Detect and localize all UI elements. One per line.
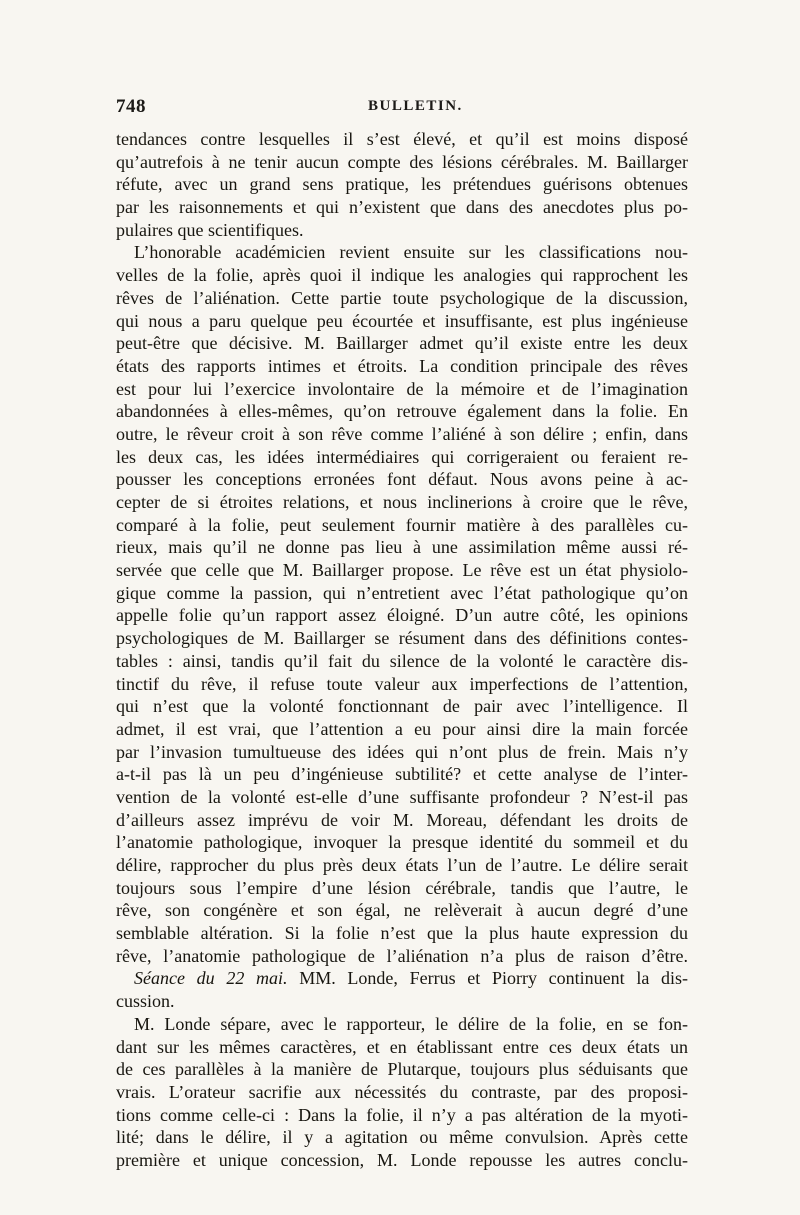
text-line: psychologiques de M. Baillarger se résument dans des définitions contes- xyxy=(116,628,688,649)
text-line: admet, il est vrai, que l’attention a eu pour ainsi dire la main forcée xyxy=(116,718,688,739)
text-line: tables : ainsi, tandis qu’il fait du silence de la volonté le caractère dis- xyxy=(116,650,688,671)
text-line: L’honorable académicien revient ensuite sur les classifications nou- xyxy=(134,242,688,263)
text-line: tendances contre lesquelles il s’est élevé, et qu’il est moins disposé xyxy=(116,129,688,149)
text-line-rest: MM. Londe, Ferrus et Piorry continuent la dis- xyxy=(287,968,688,989)
text-line: toujours sous l’empire d’une lésion cérébrale, tandis que l’autre, le xyxy=(116,877,688,898)
text-line: rêve, l’anatomie pathologique de l’aliénation n’a plus de raison d’être. xyxy=(116,945,688,966)
text-line: dant sur les mêmes caractères, et en établissant entre ces deux états un xyxy=(116,1036,688,1057)
text-line: a-t-il pas là un peu d’ingénieuse subtilité? et cette analyse de l’inter- xyxy=(116,764,688,785)
text-line: outre, le rêveur croit à son rêve comme l’aliéné à son délire ; enfin, dans xyxy=(116,423,688,444)
text-line: M. Londe sépare, avec le rapporteur, le délire de la folie, en se fon- xyxy=(134,1013,688,1034)
text-line: tions comme celle-ci : Dans la folie, il n’y a pas altération de la myoti- xyxy=(116,1104,688,1125)
text-line: rêves de l’aliénation. Cette partie toute psychologique de la discussion, xyxy=(116,287,688,308)
text-line: gique comme la passion, qui n’entretient avec l’état pathologique qu’on xyxy=(116,582,688,603)
text-line: lité; dans le délire, il y a agitation ou même convulsion. Après cette xyxy=(116,1127,688,1148)
running-head: BULLETIN. xyxy=(368,98,463,114)
text-line: d’ailleurs assez imprévu de voir M. Moreau, défendant les droits de xyxy=(116,809,688,830)
text-line: l’anatomie pathologique, invoquer la presque identité du sommeil et du xyxy=(116,832,688,853)
text-line: par l’invasion tumultueuse des idées qui n’ont plus de frein. Mais n’y xyxy=(116,741,688,762)
text-line: velles de la folie, après quoi il indique les analogies qui rapprochent les xyxy=(116,265,688,286)
text-line: appelle folie qu’un rapport assez éloigné. D’un autre côté, les opinions xyxy=(116,605,688,626)
text-line: de ces parallèles à la manière de Plutarque, toujours plus séduisants que xyxy=(116,1059,688,1080)
text-line: qui nous a paru quelque peu écourtée et insuffisante, est plus ingénieuse xyxy=(116,310,688,331)
text-line: semblable altération. Si la folie n’est que la plus haute expression du xyxy=(116,923,688,944)
text-line: rieux, mais qu’il ne donne pas lieu à une assimilation même aussi ré- xyxy=(116,537,688,558)
text-line xyxy=(116,967,688,990)
page-number: 748 xyxy=(116,96,146,117)
text-line: états des rapports intimes et étroits. La condition principale des rêves xyxy=(116,355,688,376)
text-line: est pour lui l’exercice involontaire de la mémoire et de l’imagination xyxy=(116,378,688,399)
text-line: cussion. xyxy=(116,991,175,1012)
text-line: vrais. L’orateur sacrifie aux nécessités du contraste, par des proposi- xyxy=(116,1081,688,1102)
text-line: cepter de si étroites relations, et nous inclinerions à croire que le rêve, xyxy=(116,492,688,512)
body-text xyxy=(116,128,688,1172)
text-line: par les raisonnements et qui n’existent que dans des anecdotes plus po- xyxy=(116,197,688,218)
session-date: Séance du 22 mai. xyxy=(134,968,288,989)
text-line: délire, rapprocher du plus près deux états l’un de l’autre. Le délire serait xyxy=(116,855,688,875)
page-header xyxy=(116,96,688,122)
text-line: servée que celle que M. Baillarger propose. Le rêve est un état physiolo- xyxy=(116,560,688,581)
text-line: rêve, son congénère et son égal, ne relèverait à aucun degré d’une xyxy=(116,900,688,921)
text-line: qui n’est que la volonté fonctionnant de pair avec l’intelligence. Il xyxy=(116,696,688,717)
text-line: première et unique concession, M. Londe repousse les autres conclu- xyxy=(116,1149,688,1170)
text-line: pulaires que scientifiques. xyxy=(116,219,304,240)
text-line: peut-être que décisive. M. Baillarger admet qu’il existe entre les deux xyxy=(116,333,688,354)
text-line: abandonnées à elles-mêmes, qu’on retrouve également dans la folie. En xyxy=(116,401,688,422)
text-line: pousser les conceptions erronées font défaut. Nous avons peine à ac- xyxy=(116,469,688,490)
text-line: vention de la volonté est-elle d’une suffisante profondeur ? N’est-il pas xyxy=(116,786,688,807)
text-line: les deux cas, les idées intermédiaires qui corrigeraient ou feraient re- xyxy=(116,446,688,467)
text-line: réfute, avec un grand sens pratique, les prétendues guérisons obtenues xyxy=(116,174,688,195)
text-line: tinctif du rêve, il refuse toute valeur aux imperfections de l’attention, xyxy=(116,673,688,694)
text-line: comparé à la folie, peut seulement fournir matière à des parallèles cu- xyxy=(116,514,688,535)
text-line: qu’autrefois à ne tenir aucun compte des lésions cérébrales. M. Baillarger xyxy=(116,151,688,172)
